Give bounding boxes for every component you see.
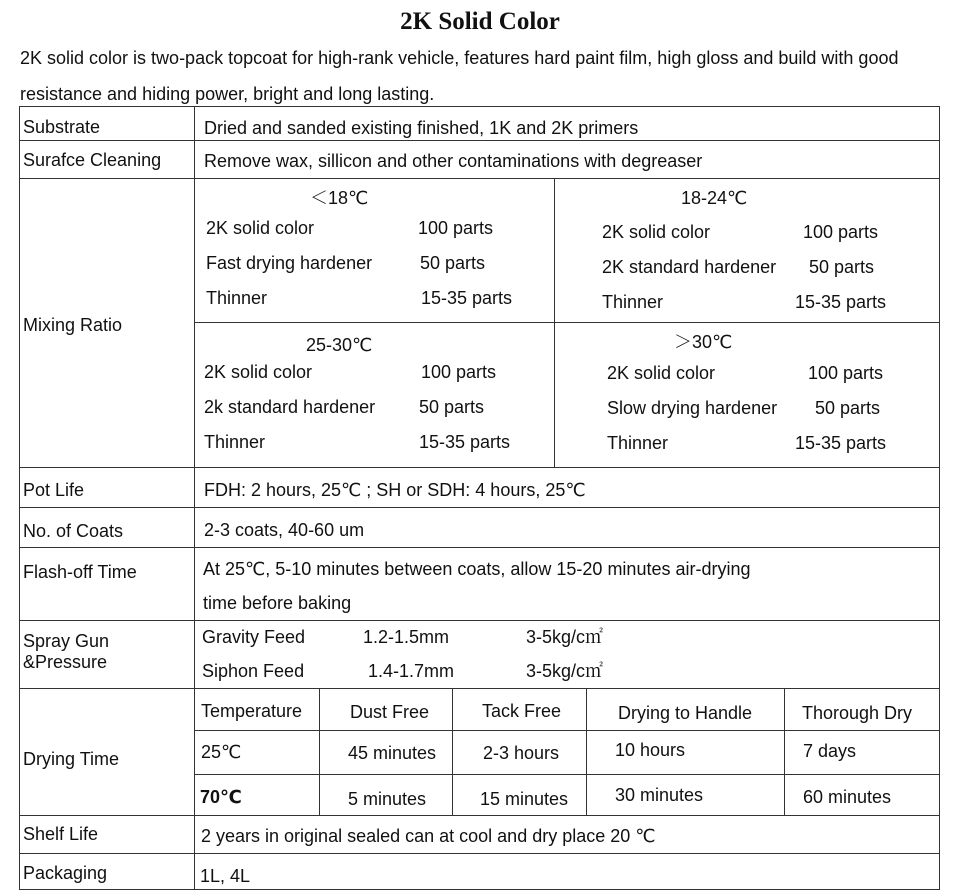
- mixing-center-divider: [554, 178, 555, 467]
- coats-value: 2-3 coats, 40-60 um: [204, 520, 365, 540]
- flash-off-label: Flash-off Time: [23, 562, 137, 582]
- row-divider: [19, 853, 940, 854]
- mixing-item: 2K solid color: [602, 222, 711, 242]
- mixing-amount: 15-35 parts: [795, 292, 887, 312]
- mixing-item: 2K standard hardener: [602, 257, 777, 277]
- coats-label: No. of Coats: [23, 521, 124, 541]
- spray-pressure-label: &Pressure: [23, 652, 108, 672]
- drying-header-dust-free: Dust Free: [350, 702, 430, 722]
- mixing-amount: 100 parts: [421, 362, 497, 382]
- spray-gun-label: Spray Gun: [23, 631, 110, 651]
- drying-col-divider: [319, 688, 320, 815]
- mixing-amount: 50 parts: [420, 253, 486, 273]
- drying-col-divider: [784, 688, 785, 815]
- row-divider: [19, 688, 940, 689]
- mixing-amount: 50 parts: [809, 257, 875, 277]
- drying-header-thorough: Thorough Dry: [802, 703, 913, 723]
- row-divider: [19, 547, 940, 548]
- surface-cleaning-value: Remove wax, sillicon and other contaminations with degreaser: [204, 151, 703, 171]
- spray-feed-type: Gravity Feed: [202, 627, 306, 647]
- packaging-label: Packaging: [23, 863, 108, 883]
- drying-header-temperature: Temperature: [201, 701, 303, 721]
- spray-nozzle-size: 1.4-1.7mm: [368, 661, 455, 681]
- row-divider: [19, 178, 940, 179]
- page-title: 2K Solid Color: [400, 8, 560, 35]
- drying-header-tack-free: Tack Free: [482, 701, 562, 721]
- drying-value: 30 minutes: [615, 785, 704, 805]
- mixing-item: 2K solid color: [607, 363, 716, 383]
- mixing-item: 2k standard hardener: [204, 397, 376, 417]
- drying-value: 10 hours: [615, 740, 686, 760]
- shelf-life-value: 2 years in original sealed can at cool and dry place 20 ℃: [201, 826, 656, 846]
- drying-temp: 70℃: [200, 787, 242, 807]
- label-column-divider: [194, 106, 195, 890]
- mixing-amount: 100 parts: [808, 363, 884, 383]
- mixing-amount: 50 parts: [815, 398, 881, 418]
- row-divider: [19, 140, 940, 141]
- drying-time-label: Drying Time: [23, 749, 120, 769]
- drying-value: 2-3 hours: [483, 743, 560, 763]
- mixing-item: Fast drying hardener: [206, 253, 373, 273]
- mixing-item: Thinner: [607, 433, 669, 453]
- drying-divider: [195, 774, 940, 775]
- drying-value: 5 minutes: [348, 789, 427, 809]
- drying-col-divider: [452, 688, 453, 815]
- row-divider: [19, 620, 940, 621]
- pot-life-label: Pot Life: [23, 480, 85, 500]
- row-divider: [19, 467, 940, 468]
- mixing-temp-low: ＜18℃: [310, 188, 369, 208]
- pot-life-value: FDH: 2 hours, 25℃ ; SH or SDH: 4 hours, 25℃: [204, 480, 586, 500]
- mixing-amount: 100 parts: [418, 218, 494, 238]
- mixing-temp-warm: 25-30℃: [306, 335, 373, 355]
- intro-paragraph: 2K solid color is two-pack topcoat for high-rank vehicle, features hard paint film, high gloss and build with good resistance and hiding power, bright and long lasting.: [20, 48, 899, 104]
- mixing-divider: [195, 322, 940, 323]
- drying-value: 45 minutes: [348, 743, 437, 763]
- spray-pressure: 3-5kg/c㎡: [526, 627, 604, 647]
- flash-off-value: At 25℃, 5-10 minutes between coats, allow 15-20 minutes air-drying: [203, 559, 751, 579]
- drying-header-handle: Drying to Handle: [618, 703, 753, 723]
- mixing-temp-standard: 18-24℃: [681, 188, 748, 208]
- mixing-ratio-label: Mixing Ratio: [23, 315, 123, 335]
- drying-temp: 25℃: [201, 742, 242, 762]
- drying-divider: [195, 730, 940, 731]
- surface-cleaning-label: Surafce Cleaning: [23, 150, 162, 170]
- mixing-amount: 15-35 parts: [795, 433, 887, 453]
- substrate-value: Dried and sanded existing finished, 1K and 2K primers: [204, 118, 639, 138]
- spray-nozzle-size: 1.2-1.5mm: [363, 627, 450, 647]
- mixing-item: 2K solid color: [206, 218, 315, 238]
- substrate-label: Substrate: [23, 117, 101, 137]
- drying-col-divider: [586, 688, 587, 815]
- packaging-value: 1L, 4L: [200, 866, 251, 886]
- drying-value: 15 minutes: [480, 789, 569, 809]
- flash-off-value-cont: time before baking: [203, 593, 352, 613]
- spray-pressure: 3-5kg/c㎡: [526, 661, 604, 681]
- mixing-item: Thinner: [602, 292, 664, 312]
- mixing-amount: 15-35 parts: [421, 288, 513, 308]
- mixing-item: 2K solid color: [204, 362, 313, 382]
- drying-value: 7 days: [803, 741, 857, 761]
- row-divider: [19, 815, 940, 816]
- mixing-amount: 15-35 parts: [419, 432, 511, 452]
- mixing-item: Slow drying hardener: [607, 398, 778, 418]
- shelf-life-label: Shelf Life: [23, 824, 99, 844]
- mixing-amount: 100 parts: [803, 222, 879, 242]
- mixing-item: Thinner: [204, 432, 266, 452]
- row-divider: [19, 507, 940, 508]
- spray-feed-type: Siphon Feed: [202, 661, 305, 681]
- mixing-amount: 50 parts: [419, 397, 485, 417]
- drying-value: 60 minutes: [803, 787, 892, 807]
- mixing-temp-high: ＞30℃: [674, 332, 733, 352]
- mixing-item: Thinner: [206, 288, 268, 308]
